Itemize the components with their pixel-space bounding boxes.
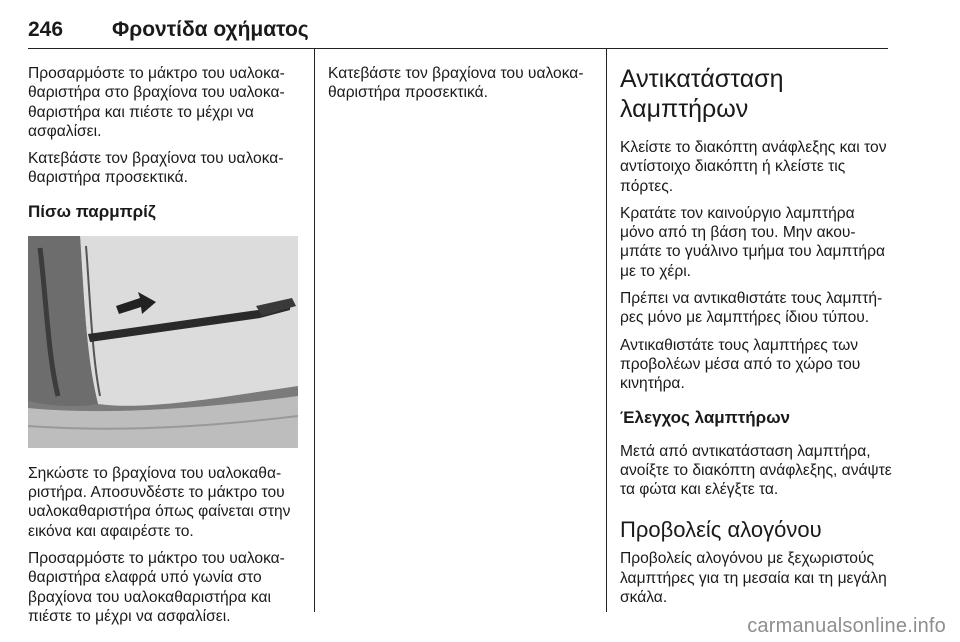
paragraph: Σηκώστε το βραχίονα του υαλοκαθα‐ ριστήρα. Αποσυνδέστε το μάκτρο του υαλοκαθαριστήρα όπως φαίνεται στην εικόνα και αφαιρέστε το. xyxy=(28,464,291,540)
watermark: carmanualsonline.info xyxy=(747,615,946,637)
paragraph: Μετά από αντικατάσταση λαμπτήρα, ανοίξτε το διακόπτη ανάφλεξης, ανάψτε τα φώτα και ελέγξτε τα. xyxy=(620,442,892,499)
rear-wiper-illustration xyxy=(28,236,298,448)
column-divider-2 xyxy=(606,48,607,612)
running-title: Φροντίδα οχήματος xyxy=(112,18,309,41)
column-1 xyxy=(28,64,302,634)
header-rule xyxy=(28,48,888,49)
paragraph: Προβολείς αλογόνου με ξεχωριστούς λαμπτήρες για τη μεσαία και τη μεγάλη σκάλα. xyxy=(620,550,887,607)
paragraph: Πρέπει να αντικαθιστάτε τους λαμπτή‐ ρες μόνο με λαμπτήρες ίδιου τύπου. xyxy=(620,290,883,327)
section-heading-halogen-headlights: Προβολείς αλογόνου xyxy=(620,517,822,543)
page-number: 246 xyxy=(28,18,64,41)
section-heading-bulb-check: Έλεγχος λαμπτήρων xyxy=(620,407,791,427)
column-2 xyxy=(328,64,596,111)
page-header xyxy=(28,18,888,44)
paragraph: Κατεβάστε τον βραχίονα του υαλοκα‐ θαριστήρα προσεκτικά. xyxy=(328,65,584,102)
column-divider-1 xyxy=(314,48,315,612)
paragraph: Κρατάτε τον καινούργιο λαμπτήρα μόνο από τη βάση του. Μην ακου‐ μπάτε το γυάλινο τμήμα του λαμπτήρα με το χέρι. xyxy=(620,204,885,280)
paragraph: Προσαρμόστε το μάκτρο του υαλοκα‐ θαριστήρα στο βραχίονα του υαλοκα‐ θαριστήρα και πιέστε το μέχρι να ασφαλίσει. xyxy=(28,65,285,140)
column-3 xyxy=(620,64,892,615)
section-heading-rear-window: Πίσω παρμπρίζ xyxy=(28,201,156,221)
paragraph: Κλείστε το διακόπτη ανάφλεξης και τον αντίστοιχο διακόπτη ή κλείστε τις πόρτες. xyxy=(620,139,887,195)
paragraph: Αντικαθιστάτε τους λαμπτήρες των προβολέων μέσα από το χώρο του κινητήρα. xyxy=(620,336,861,393)
section-heading-bulb-replacement: Αντικατάσταση λαμπτήρων xyxy=(620,65,784,123)
paragraph: Προσαρμόστε το μάκτρο του υαλοκα‐ θαριστήρα ελαφρά υπό γωνία στο βραχίονα του υαλοκαθαριστήρα και πιέστε το μέχρι να ασφαλίσει. xyxy=(28,549,285,625)
paragraph: Κατεβάστε τον βραχίονα του υαλοκα‐ θαριστήρα προσεκτικά. xyxy=(28,150,284,187)
